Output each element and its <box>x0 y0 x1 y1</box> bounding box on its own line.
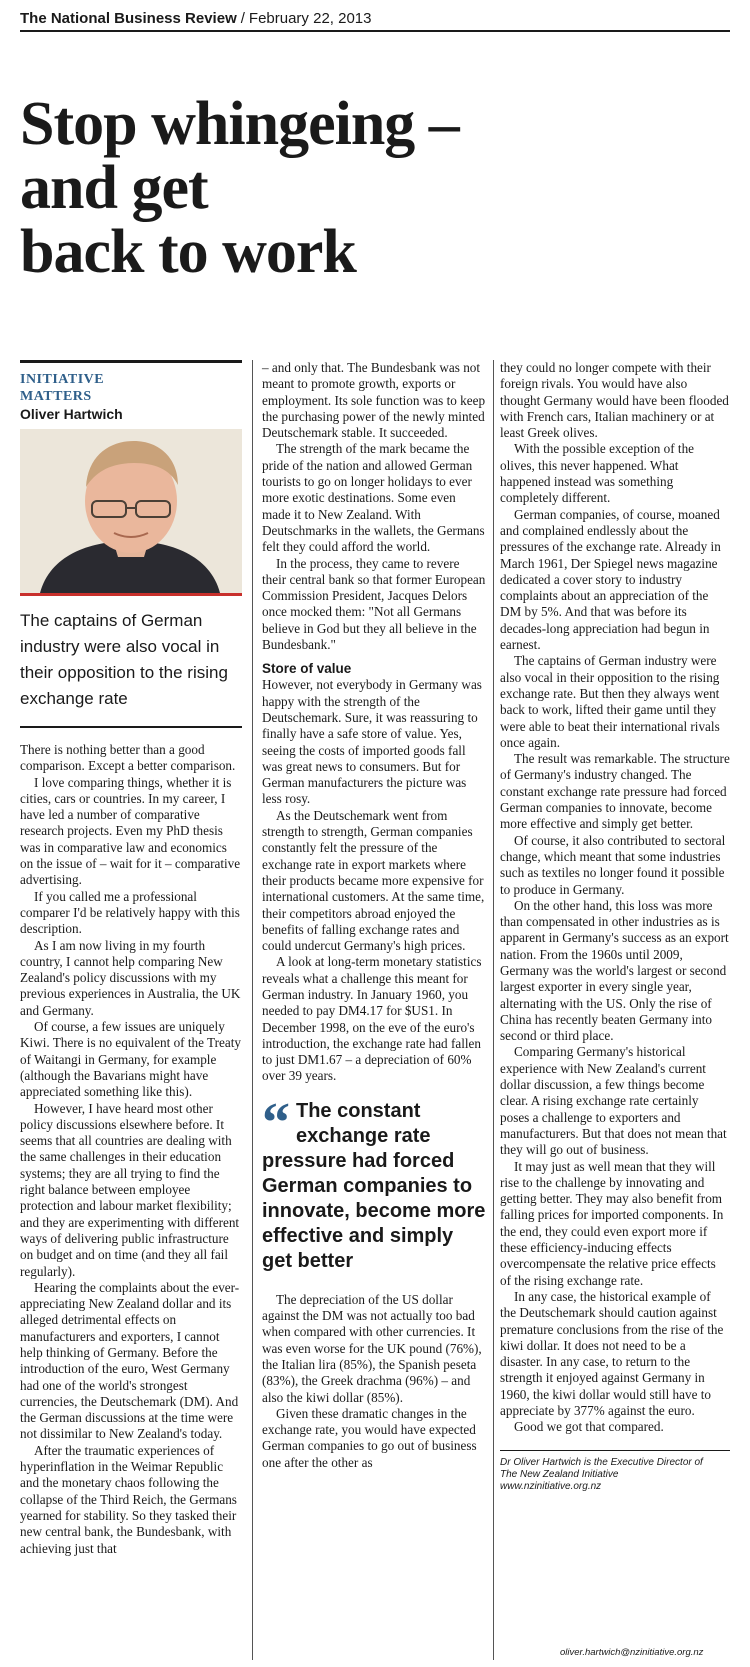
issue-date: February 22, 2013 <box>248 10 372 27</box>
body-paragraph: As I am now living in my fourth country, I cannot help comparing New Zealand's policy discussions with my previous experiences in Australia, the UK and Germany. <box>20 937 241 1018</box>
body-paragraph: There is nothing better than a good comparison. Except a better comparison. <box>20 742 236 774</box>
body-paragraph: Given these dramatic changes in the exchange rate, you would have expected German companies to go out of business one after the other as <box>262 1405 477 1470</box>
headline-line-1: Stop whingeing – <box>20 90 459 158</box>
body-paragraph: The captains of German industry were also vocal in their opposition to the rising exchange rate. But then they always went back to work, lifted their game until they were able to beat their international rivals once again. <box>500 653 720 750</box>
body-paragraph: they could no longer compete with their foreign rivals. You would have also thought Germany would have been flooded with French cars, Italian machinery or at least Greek olives. <box>500 360 729 441</box>
body-paragraph: The strength of the mark became the pride of the nation and allowed German tourists to go on longer holidays to ever more exotic destinations. Some even made it to New Zealand. With Deutschmarks in the wallets, the Germans felt they could afford the world. <box>262 441 485 555</box>
quote-mark-icon: “ <box>262 1091 290 1154</box>
body-paragraph: – and only that. The Bundesbank was not meant to promote growth, exports or employment. Its sole function was to keep the purchasing power of the newly minted Deutschemark stable. It succeeded. <box>262 360 486 441</box>
author-portrait-icon <box>20 429 242 593</box>
bio-website-link[interactable]: www.nzinitiative.org.nz <box>500 1480 602 1492</box>
body-paragraph: If you called me a professional comparer I'd be relatively happy with this description. <box>20 888 240 937</box>
headline-line-2: and get <box>20 154 208 222</box>
author-bio <box>500 1450 730 1493</box>
body-paragraph: With the possible exception of the olives, this never happened. What happened instead was something completely different. <box>500 441 695 506</box>
column-kicker-1: INITIATIVE <box>20 372 105 387</box>
body-paragraph: Of course, a few issues are uniquely Kiwi. There is no equivalent of the Treaty of Waitangi in Germany, for example (although the Bavarians might have appreciated something like this). <box>20 1019 241 1100</box>
body-paragraph: Hearing the complaints about the ever-appreciating New Zealand dollar and its alleged detrimental effects on manufacturers and exporters, I cannot help thinking of Germany. Before the introduction of the euro, West Germany had one of the world's strongest currencies, the Deutschemark (DM). And the German discussions at the time were not dissimilar to New Zealand's today. <box>20 1279 240 1442</box>
pull-quote-1: The captains of German industry were also vocal in their opposition to the rising exchange rate <box>20 608 242 728</box>
pull-quote-2-text: The constant exchange rate pressure had forced German companies to innovate, become more effective and simply get better <box>262 1099 486 1272</box>
body-paragraph: German companies, of course, moaned and complained endlessly about the pressures of the exchange rate. Already in March 1961, Der Spiegel news magazine dedicated a cover story to industry complaints about an appreciation of the DM by 5%. And that was before its decades-long appreciation had begun in earnest. <box>500 506 721 653</box>
author-box <box>20 360 242 596</box>
bio-line-2: The New Zealand Initiative <box>500 1468 619 1480</box>
column-rule-2 <box>493 360 494 1660</box>
body-paragraph: On the other hand, this loss was more than compensated in other industries as is apparent in Germany's success as an export nation. From the 1960s until 2009, Germany was the world's largest or second largest exporter in every single year, alternating with the US. Only the rise of China has recently beaten Germany into second or third place. <box>500 897 729 1044</box>
headline-line-3: back to work <box>20 218 356 286</box>
column-kicker-2: MATTERS <box>20 389 92 404</box>
column-1 <box>20 360 242 1557</box>
publication-name: The National Business Review <box>20 10 237 27</box>
body-paragraph: However, not everybody in Germany was happy with the strength of the Deutschemark. Sure, it was reassuring to finally have a safe store of value. Yes, seeing the costs of imported goods fall was great news to consumers. But for German manufacturers the picture was less rosy. <box>262 677 482 807</box>
headline <box>20 92 720 284</box>
body-paragraph: A look at long-term monetary statistics reveals what a challenge this meant for German industry. In January 1960, you needed to pay DM4.17 for $US1. In December 1998, on the eve of the euro's introduction, the exchange rate had fallen to just DM1.67 – a depreciation of 60% over 39 years. <box>262 954 482 1084</box>
author-email-link[interactable]: oliver.hartwich@nzinitiative.org.nz <box>560 1647 704 1658</box>
masthead-separator: / <box>240 10 245 27</box>
masthead <box>20 8 730 32</box>
body-paragraph: Of course, it also contributed to sectoral change, which meant that some industries such as textiles no longer found it possible to produce in Germany. <box>500 832 726 897</box>
author-name: Oliver Hartwich <box>20 406 123 422</box>
body-paragraph: As the Deutschemark went from strength to strength, German companies constantly felt the pressure of the exchange rate in export markets where their products became more expensive for international customers. At the same time, their competitors abroad enjoyed the benefits of falling exchange rates and could undercut Germany's high prices. <box>262 807 485 954</box>
body-paragraph: The depreciation of the US dollar against the DM was not actually too bad when compared with other currencies. It was even worse for the UK pound (76%), the Italian lira (85%), the Spanish peseta (83%), the Greek drachma (96%) – and also the kiwi dollar (85%). <box>262 1291 482 1405</box>
author-photo <box>20 429 242 596</box>
column-3 <box>500 360 730 1493</box>
body-paragraph: In any case, the historical example of the Deutschemark should caution against premature conclusions from the rise of the kiwi dollar. It does not need to be a disaster. In any case, to return to the strength it enjoyed against Germany in 1960, the kiwi dollar would still have to appreciate by 377% against the euro. <box>500 1288 724 1418</box>
subhead-store-of-value: Store of value <box>262 661 352 677</box>
body-paragraph: It may just as well mean that they will rise to the challenge by innovating and getting better. They may also benefit from falling prices for imported components. In the end, they could even export more if these efficiency-inducing effects overcompensate the relative price effects of the rising exchange rate. <box>500 1158 724 1288</box>
body-paragraph: However, I have heard most other policy discussions elsewhere before. It seems that all countries are dealing with the same challenges in their education systems; they are all trying to find the right balance between employee protection and labour market flexibility; and they are experimenting with different ways of delivering public infrastructure on budget and on time (and they all fail regularly). <box>20 1100 240 1279</box>
column-2 <box>262 360 486 1471</box>
body-paragraph: I love comparing things, whether it is cities, cars or countries. In my career, I have led a number of comparative research projects. Even my PhD thesis was in comparative law and economics on the issue of – wait for it – comparative advertising. <box>20 774 241 888</box>
body-paragraph: Comparing Germany's historical experience with New Zealand's current dollar discussion, a few things become clear. A rising exchange rate certainly poses a challenge to exporters and manufacturers. But that does not mean that they will go out of business. <box>500 1044 727 1158</box>
column-rule-1 <box>252 360 253 1660</box>
bio-line-1: Dr Oliver Hartwich is the Executive Director of <box>500 1456 703 1468</box>
body-paragraph: In the process, they came to revere their central bank so that former European Commission President, Jacques Delors once mocked them: "Not all Germans believe in God but they all believe in the Bundesbank." <box>262 555 486 653</box>
body-paragraph: Good we got that compared. <box>514 1419 664 1435</box>
pull-quote-2 <box>262 1091 486 1274</box>
body-paragraph: After the traumatic experiences of hyperinflation in the Weimar Republic and the monetary chaos following the collapse of the Third Reich, the Germans yearned for stability. So they tasked their new central bank, the Bundesbank, with achieving just that <box>20 1442 237 1556</box>
body-paragraph: The result was remarkable. The structure of Germany's industry changed. The constant exchange rate pressure had forced German companies to innovate, become more effective and simply get better. <box>500 751 730 832</box>
